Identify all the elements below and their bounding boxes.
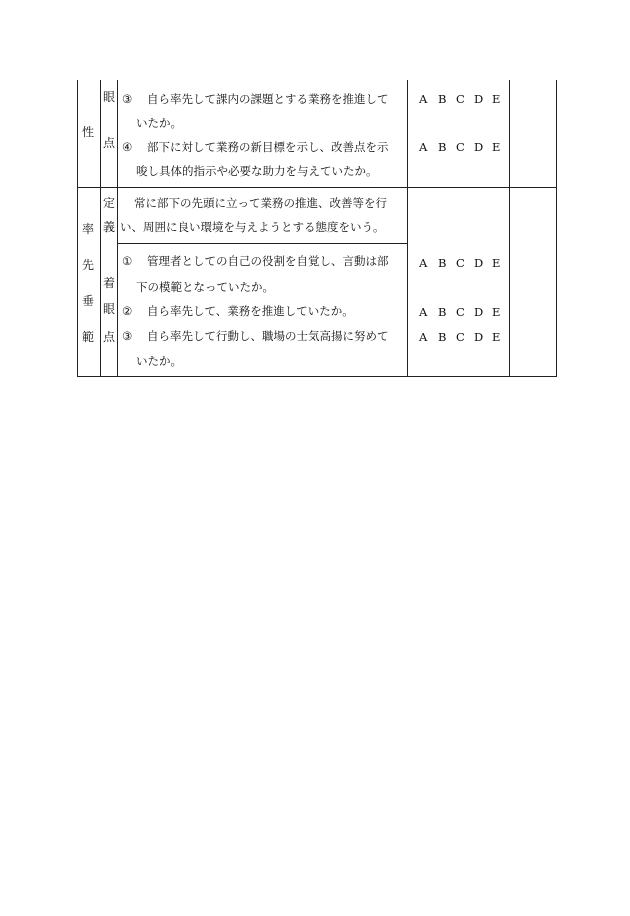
- item-text-line: 管理者としての自己の役割を自覚し、言動は部: [147, 254, 389, 268]
- item-text-line: 自ら率先して行動し、職場の士気高揚に努めて: [147, 329, 389, 343]
- category-label: 性: [82, 125, 95, 139]
- grade-option[interactable]: E: [492, 330, 501, 344]
- item-text-line: 自ら率先して、業務を推進していたか。: [147, 304, 354, 318]
- category-label-char: 範: [82, 330, 95, 344]
- grade-option[interactable]: B: [438, 305, 447, 319]
- eye-points-label-char: 眼: [103, 302, 116, 316]
- definition-text-line: い、周囲に良い環境を与えようとする態度をいう。: [120, 220, 385, 234]
- grade-option[interactable]: B: [438, 256, 447, 270]
- grade-option[interactable]: E: [492, 92, 501, 106]
- grade-option[interactable]: C: [456, 305, 465, 319]
- item-text-line: いたか。: [136, 354, 182, 368]
- item-text-line: 唆し具体的指示や必要な助力を与えていたか。: [136, 164, 378, 178]
- item-text-line: 部下に対して業務の新目標を示し、改善点を示: [147, 140, 389, 154]
- item-number: ②: [122, 304, 133, 318]
- item-number: ①: [122, 254, 133, 268]
- eye-points-label-char: 着: [103, 276, 116, 290]
- item-text-line: 下の模範となっていたか。: [136, 280, 274, 294]
- grade-option[interactable]: C: [456, 92, 465, 106]
- grade-option[interactable]: D: [474, 140, 484, 154]
- eye-points-label-char: 点: [103, 136, 116, 150]
- item-text-line: 自ら率先して課内の課題とする業務を推進して: [147, 92, 389, 106]
- item-number: ④: [122, 140, 133, 154]
- grade-option[interactable]: D: [474, 256, 484, 270]
- definition-label-char: 義: [103, 220, 116, 234]
- definition-label-char: 定: [103, 196, 116, 210]
- grade-option[interactable]: A: [419, 256, 428, 270]
- grade-option[interactable]: D: [474, 305, 484, 319]
- eye-points-label-char: 点: [103, 330, 116, 344]
- item-number: ③: [122, 92, 133, 106]
- grade-option[interactable]: A: [419, 305, 428, 319]
- grade-option[interactable]: C: [456, 256, 465, 270]
- category-label-char: 先: [82, 258, 95, 272]
- grade-option[interactable]: A: [419, 140, 428, 154]
- grade-option[interactable]: C: [456, 330, 465, 344]
- category-label-char: 率: [82, 222, 95, 236]
- category-label-char: 垂: [82, 294, 95, 308]
- grade-option[interactable]: E: [492, 140, 501, 154]
- grade-option[interactable]: B: [438, 92, 447, 106]
- grade-option[interactable]: B: [438, 330, 447, 344]
- definition-text-line: 常に部下の先頭に立って業務の推進、改善等を行: [134, 196, 387, 210]
- item-number: ③: [122, 329, 133, 343]
- eye-points-label-char: 眼: [103, 90, 116, 104]
- grade-option[interactable]: B: [438, 140, 447, 154]
- grade-option[interactable]: C: [456, 140, 465, 154]
- grade-option[interactable]: D: [474, 330, 484, 344]
- grade-option[interactable]: A: [419, 330, 428, 344]
- item-text-line: いたか。: [136, 116, 182, 130]
- grade-option[interactable]: E: [492, 305, 501, 319]
- grade-option[interactable]: D: [474, 92, 484, 106]
- grade-option[interactable]: E: [492, 256, 501, 270]
- grade-option[interactable]: A: [419, 92, 428, 106]
